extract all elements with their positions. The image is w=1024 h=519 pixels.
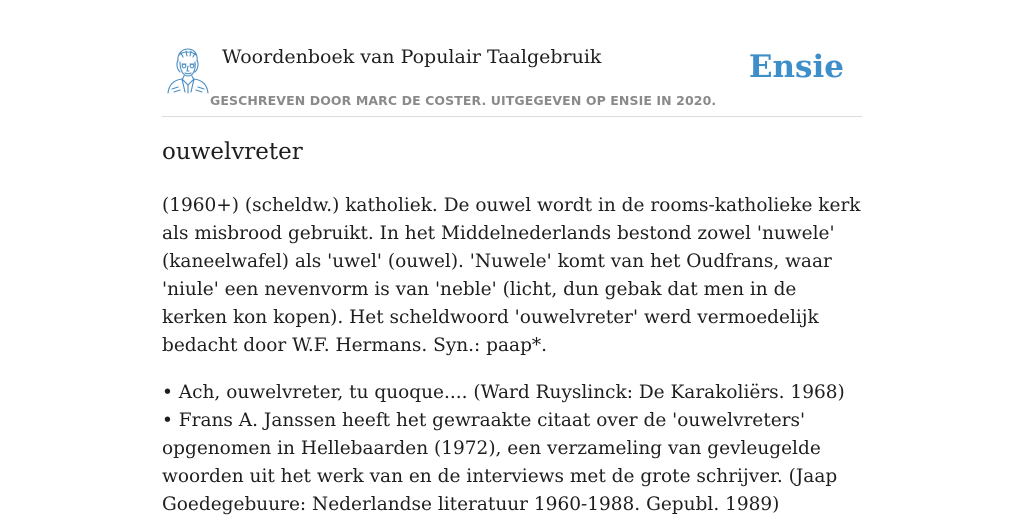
- byline: GESCHREVEN DOOR MARC DE COSTER. UITGEGEVEN OP ENSIE IN 2020.: [210, 93, 717, 108]
- entry-headword: ouwelvreter: [162, 139, 303, 165]
- author-portrait-icon[interactable]: [164, 45, 210, 95]
- book-title-link[interactable]: Woordenboek van Populair Taalgebruik: [222, 46, 602, 68]
- page: [162, 0, 862, 515]
- example-item: • Ach, ouwelvreter, tu quoque.... (Ward Ruyslinck: De Karakoliërs. 1968): [162, 382, 845, 403]
- entry-examples: [162, 379, 862, 519]
- example-item: • Frans A. Janssen heeft het gewraakte citaat over de 'ouwelvreters' opgenomen in Hellebaarden (1972), een verzameling van gevleugelde woorden uit het werk van en de interviews met de grote schrijver. (Jaap Goedegebuure: Nederlandse literatuur 1960-1988. Gepubl. 1989): [162, 410, 838, 515]
- entry-definition: (1960+) (scheldw.) katholiek. De ouwel wordt in de rooms-katholieke kerk als misbrood gebruikt. In het Middelnederlands bestond zowel 'nuwele' (kaneelwafel) als 'uwel' (ouwel). 'Nuwele' komt van het Oudfrans, waar 'niule' een nevenvorm is van 'neble' (licht, dun gebak dat men in de kerken kon kopen). Het scheldwoord 'ouwelvreter' werd vermoedelijk bedacht door W.F. Hermans. Syn.: paap*.: [162, 195, 861, 356]
- ensie-logo-link[interactable]: Ensie: [748, 49, 844, 85]
- header: [162, 0, 862, 117]
